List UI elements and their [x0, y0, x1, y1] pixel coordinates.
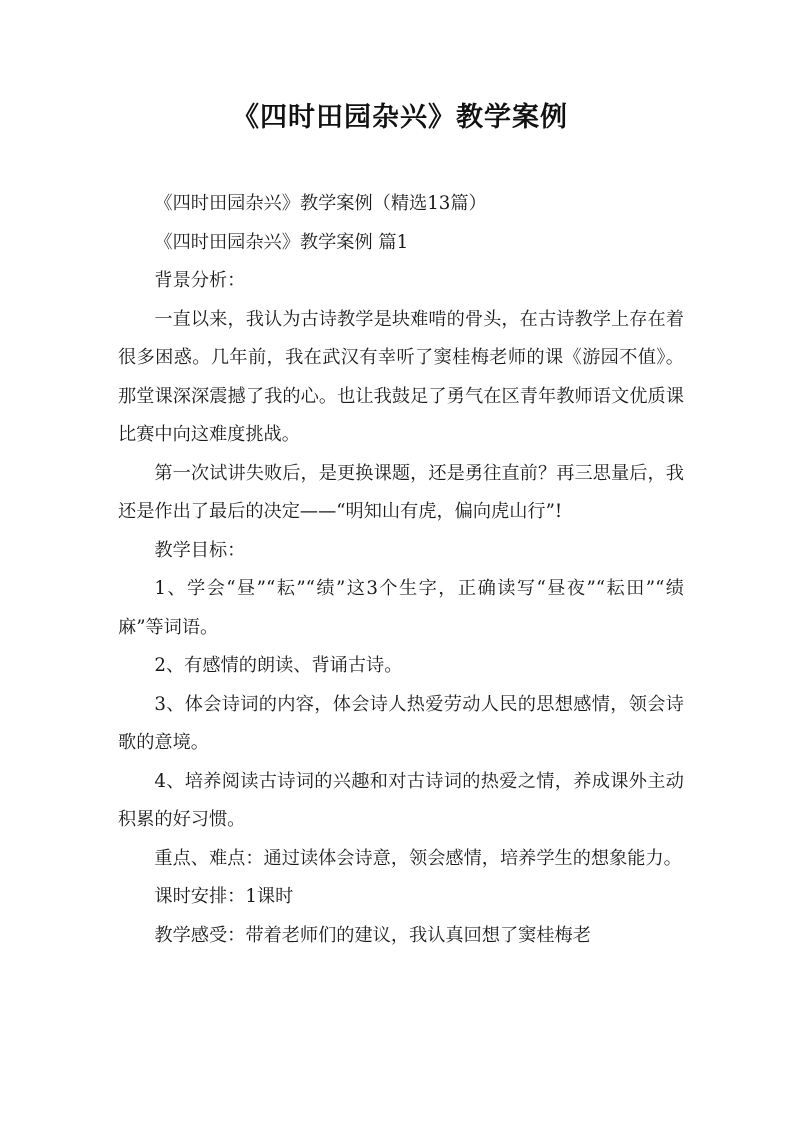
- paragraph-section-heading: 《四时田园杂兴》教学案例 篇1: [154, 231, 409, 253]
- paragraph-background: 一直以来，我认为古诗教学是块难啃的骨头，在古诗教学上存在着很多困惑。几年前，我在武汉有幸听了窦桂梅老师的课《游园不值》。那堂课深深震撼了我的心。也让我鼓足了勇气在区青年教师语文优质课比赛中向这难度挑战。: [118, 308, 684, 445]
- paragraph-goal-2: 2、有感情的朗读、背诵古诗。: [154, 655, 403, 676]
- paragraph-goal-4: 4、培养阅读古诗词的兴趣和对古诗词的热爱之情，养成课外主动积累的好习惯。: [118, 770, 684, 830]
- paragraph-decision: 第一次试讲失败后，是更换课题，还是勇往直前？再三思量后，我还是作出了最后的决定——“明知山有虎，偏向虎山行”!: [118, 462, 684, 522]
- paragraph-background-heading: 背景分析：: [154, 270, 246, 291]
- paragraph-goals-heading: 教学目标：: [154, 539, 246, 561]
- paragraph-subtitle: 《四时田园杂兴》教学案例（精选13篇）: [154, 193, 487, 214]
- paragraph-schedule: 课时安排：1课时: [154, 886, 294, 907]
- document-body: [118, 185, 684, 955]
- paragraph-goal-3: 3、体会诗词的内容，体会诗人热爱劳动人民的思想感情，领会诗歌的意境。: [118, 693, 684, 753]
- paragraph-goal-1: 1、学会“昼”“耘”“绩”这3个生字，正确读写“昼夜”“耘田”“绩麻”等词语。: [118, 578, 684, 638]
- document-title: 《四时田园杂兴》教学案例: [232, 102, 568, 133]
- paragraph-reflection: 教学感受：带着老师们的建议，我认真回想了窦桂梅老: [154, 924, 591, 946]
- paragraph-key-points: 重点、难点：通过读体会诗意，领会感情，培养学生的想象能力。: [154, 847, 682, 869]
